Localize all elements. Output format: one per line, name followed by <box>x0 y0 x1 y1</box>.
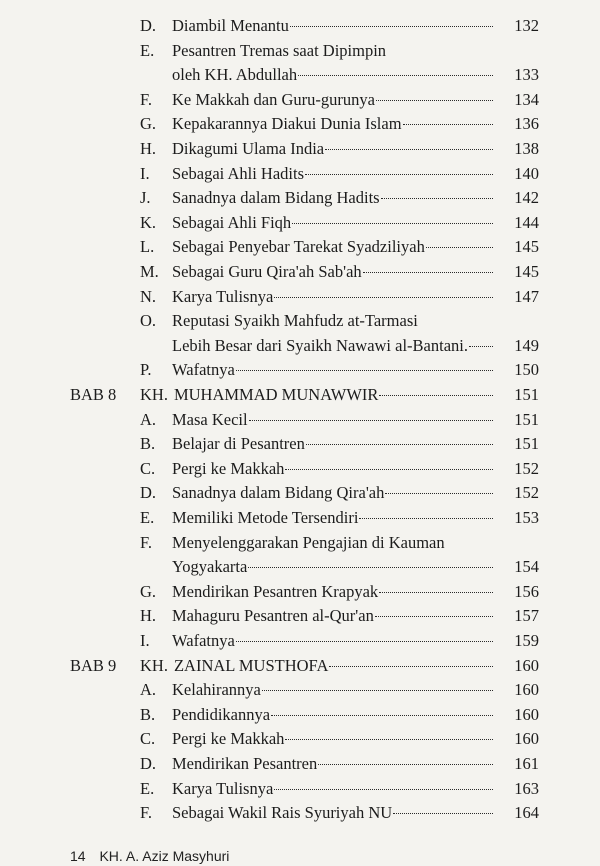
toc-entry <box>140 383 497 407</box>
section-title: Mendirikan Pesantren <box>172 754 318 773</box>
dot-leader <box>236 641 493 642</box>
footer-page-number: 14 <box>70 848 86 864</box>
toc-row <box>0 358 600 382</box>
page-number: 153 <box>514 508 539 527</box>
section-title: Sanadnya dalam Bidang Qira'ah <box>172 483 385 503</box>
page-number: 160 <box>514 655 539 675</box>
page-number: 133 <box>514 65 539 85</box>
dot-leader <box>325 149 493 150</box>
toc-row <box>0 162 600 186</box>
page-number: 140 <box>514 163 539 183</box>
section-letter: G. <box>140 114 157 134</box>
toc-entry <box>172 580 497 604</box>
toc-entry <box>172 39 497 63</box>
dot-leader <box>379 395 493 396</box>
dot-leader <box>426 247 493 248</box>
toc-entry <box>172 727 497 751</box>
page-number: 138 <box>514 139 539 158</box>
toc-row <box>0 555 600 579</box>
page-number: 152 <box>514 458 539 478</box>
section-title: Sebagai Ahli Hadits <box>172 163 304 183</box>
page-number: 159 <box>514 631 539 650</box>
section-title: Diambil Menantu <box>172 16 289 35</box>
toc-row <box>0 481 600 505</box>
toc-entry <box>172 678 497 702</box>
section-letter: O. <box>140 311 157 331</box>
toc-row <box>0 235 600 259</box>
dot-leader <box>403 124 493 125</box>
section-title: oleh KH. Abdullah <box>172 65 298 85</box>
page-number: 151 <box>514 434 539 454</box>
section-title: Sebagai Penyebar Tarekat Syadziliyah <box>172 237 425 257</box>
dot-leader <box>393 813 493 814</box>
chapter-prefix: KH. <box>140 655 168 675</box>
section-letter: A. <box>140 409 157 429</box>
section-title: Pergi ke Makkah <box>172 458 285 478</box>
section-title: Sebagai Wakil Rais Syuriyah NU <box>172 803 393 823</box>
toc-row <box>0 604 600 628</box>
dot-leader <box>262 690 493 691</box>
section-title: Dikagumi Ulama India <box>172 139 325 158</box>
section-letter: N. <box>140 286 157 306</box>
section-letter: E. <box>140 508 155 527</box>
section-title: Mendirikan Pesantren Krapyak <box>172 581 379 601</box>
section-title: Memiliki Metode Tersendiri <box>172 508 359 527</box>
page-number: 160 <box>514 704 539 724</box>
page-number: 164 <box>514 803 539 823</box>
section-title: Reputasi Syaikh Mahfudz at-Tarmasi <box>172 311 418 331</box>
section-title: Sebagai Guru Qira'ah Sab'ah <box>172 262 362 281</box>
section-letter: D. <box>140 16 157 35</box>
dot-leader <box>318 764 493 765</box>
page-number: 136 <box>514 114 539 134</box>
toc-entry <box>172 162 497 186</box>
section-title: Sanadnya dalam Bidang Hadits <box>172 188 380 208</box>
section-letter: K. <box>140 212 157 232</box>
toc-row <box>0 211 600 235</box>
toc-entry <box>172 408 497 432</box>
toc-entry <box>140 654 497 678</box>
dot-leader <box>385 493 493 494</box>
toc-entry <box>172 285 497 309</box>
dot-leader <box>249 420 493 421</box>
toc-entry <box>172 555 497 579</box>
section-title: Ke Makkah dan Guru-gurunya <box>172 89 375 109</box>
page-number: 151 <box>514 385 539 404</box>
toc-row <box>0 383 600 407</box>
toc-entry <box>172 358 497 382</box>
section-letter: A. <box>140 680 157 700</box>
page-number: 142 <box>514 188 539 208</box>
page-number: 160 <box>514 680 539 700</box>
section-title: Kelahirannya <box>172 680 261 700</box>
page-number: 145 <box>514 237 539 257</box>
toc-entry <box>172 235 497 259</box>
page-number: 154 <box>514 557 539 577</box>
toc-entry <box>172 112 497 136</box>
page-number: 150 <box>514 360 539 380</box>
toc-row <box>0 88 600 112</box>
dot-leader <box>469 346 493 347</box>
toc-row <box>0 629 600 653</box>
section-title: Belajar di Pesantren <box>172 434 305 454</box>
page-number: 163 <box>514 778 539 798</box>
toc-entry <box>172 186 497 210</box>
toc-row <box>0 727 600 751</box>
section-letter: P. <box>140 360 152 380</box>
chapter-label: BAB 9 <box>70 655 117 675</box>
toc-row <box>0 408 600 432</box>
toc-entry <box>172 752 497 776</box>
toc-row <box>0 580 600 604</box>
toc-entry <box>172 211 497 235</box>
section-letter: F. <box>140 803 152 823</box>
dot-leader <box>375 616 493 617</box>
page-number: 156 <box>514 581 539 601</box>
toc-row <box>0 14 600 38</box>
toc-row <box>0 531 600 555</box>
toc-entry <box>172 309 497 333</box>
section-title: Mahaguru Pesantren al-Qur'an <box>172 606 374 626</box>
page-number: 149 <box>514 335 539 355</box>
toc-row <box>0 309 600 333</box>
dot-leader <box>363 272 493 273</box>
section-letter: M. <box>140 262 159 281</box>
footer-author: KH. A. Aziz Masyhuri <box>99 848 230 864</box>
page-number: 134 <box>514 89 539 109</box>
toc-entry <box>172 88 497 112</box>
page-number: 145 <box>514 262 539 281</box>
dot-leader <box>271 715 493 716</box>
toc-entry <box>172 777 497 801</box>
toc-row <box>0 285 600 309</box>
toc-entry <box>172 14 497 38</box>
toc-entry <box>172 457 497 481</box>
dot-leader <box>359 518 493 519</box>
chapter-title: ZAINAL MUSTHOFA <box>173 655 329 675</box>
toc-entry <box>172 531 497 555</box>
section-title: Kepakarannya Diakui Dunia Islam <box>172 114 402 134</box>
dot-leader <box>376 100 493 101</box>
page-number: 157 <box>514 606 539 626</box>
toc-row <box>0 112 600 136</box>
section-letter: H. <box>140 606 157 626</box>
section-letter: L. <box>140 237 155 257</box>
toc-row <box>0 654 600 678</box>
section-letter: C. <box>140 458 156 478</box>
toc-entry <box>172 506 497 530</box>
toc-row <box>0 678 600 702</box>
section-letter: D. <box>140 483 157 503</box>
page-number: 151 <box>514 409 539 429</box>
dot-leader <box>274 789 493 790</box>
section-letter: I. <box>140 163 150 183</box>
toc-row <box>0 777 600 801</box>
toc-row <box>0 457 600 481</box>
page-number: 147 <box>514 286 539 306</box>
section-title: Masa Kecil <box>172 409 248 429</box>
section-letter: B. <box>140 434 156 454</box>
dot-leader <box>274 297 493 298</box>
toc-entry <box>172 137 497 161</box>
section-title: Menyelenggarakan Pengajian di Kauman <box>172 532 445 552</box>
toc-row <box>0 137 600 161</box>
toc-entry <box>172 801 497 825</box>
page-number: 144 <box>514 212 539 232</box>
section-title: Sebagai Ahli Fiqh <box>172 212 292 232</box>
toc-entry <box>172 63 497 87</box>
section-title: Lebih Besar dari Syaikh Nawawi al-Bantani. <box>172 335 468 355</box>
section-letter: F. <box>140 89 152 109</box>
section-letter: D. <box>140 754 157 773</box>
page-number: 161 <box>514 754 539 773</box>
section-title: Wafatnya <box>172 360 235 380</box>
section-letter: C. <box>140 729 156 749</box>
dot-leader <box>290 26 493 27</box>
page-footer <box>70 848 229 864</box>
toc-row <box>0 703 600 727</box>
dot-leader <box>305 174 493 175</box>
toc-row <box>0 432 600 456</box>
section-title: Karya Tulisnya <box>172 778 274 798</box>
toc-entry <box>172 334 497 358</box>
dot-leader <box>306 444 493 445</box>
toc-row <box>0 39 600 63</box>
toc-entry <box>172 703 497 727</box>
dot-leader <box>329 666 493 667</box>
section-letter: J. <box>140 188 151 208</box>
section-title: Pendidikannya <box>172 704 271 724</box>
section-title: Pergi ke Makkah <box>172 729 285 749</box>
dot-leader <box>379 592 493 593</box>
toc-row <box>0 186 600 210</box>
toc-row <box>0 752 600 776</box>
toc-row <box>0 260 600 284</box>
dot-leader <box>381 198 493 199</box>
dot-leader <box>236 370 493 371</box>
chapter-label: BAB 8 <box>70 385 117 404</box>
chapter-prefix: KH. <box>140 385 168 404</box>
toc-entry <box>172 481 497 505</box>
section-letter: H. <box>140 139 157 158</box>
page-number: 160 <box>514 729 539 749</box>
dot-leader <box>285 469 493 470</box>
dot-leader <box>298 75 493 76</box>
toc-row <box>0 506 600 530</box>
section-letter: E. <box>140 40 155 60</box>
section-title: Wafatnya <box>172 631 235 650</box>
section-letter: F. <box>140 532 152 552</box>
section-title: Yogyakarta <box>172 557 248 577</box>
toc-entry <box>172 432 497 456</box>
dot-leader <box>248 567 493 568</box>
section-letter: G. <box>140 581 157 601</box>
chapter-title: MUHAMMAD MUNAWWIR <box>173 385 379 404</box>
section-letter: I. <box>140 631 150 650</box>
dot-leader <box>285 739 493 740</box>
toc-row <box>0 63 600 87</box>
toc-row <box>0 334 600 358</box>
toc-row <box>0 801 600 825</box>
section-letter: E. <box>140 778 155 798</box>
toc-entry <box>172 629 497 653</box>
page-number: 132 <box>514 16 539 35</box>
page-number: 152 <box>514 483 539 503</box>
toc-entry <box>172 260 497 284</box>
dot-leader <box>292 223 493 224</box>
section-title: Pesantren Tremas saat Dipimpin <box>172 40 387 60</box>
section-letter: B. <box>140 704 156 724</box>
section-title: Karya Tulisnya <box>172 286 274 306</box>
toc-entry <box>172 604 497 628</box>
